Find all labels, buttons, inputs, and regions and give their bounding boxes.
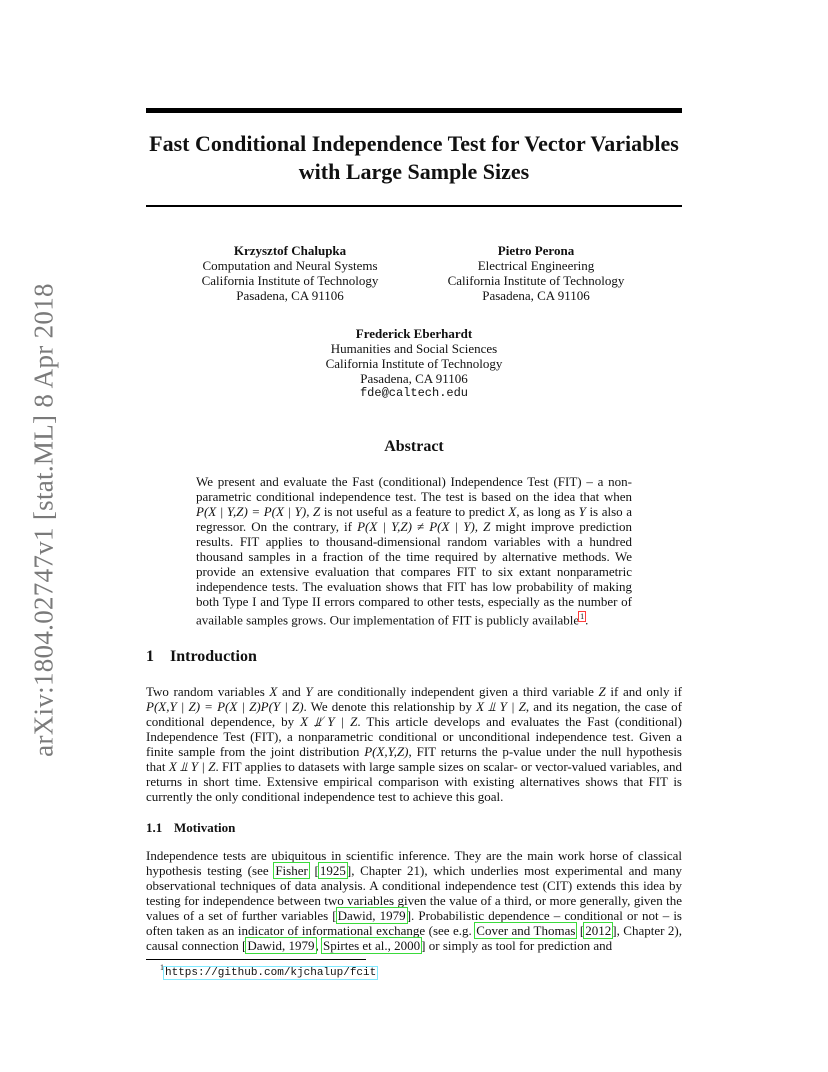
section-heading xyxy=(146,648,257,666)
author-block-3 xyxy=(294,326,534,401)
author-affiliation: Humanities and Social Sciences xyxy=(330,341,498,356)
subsection-number: 1.1 xyxy=(146,820,163,835)
arxiv-identifier: arXiv:1804.02747v1 [stat.ML] 8 Apr 2018 xyxy=(28,283,59,757)
abstract-text-part: We present and evaluate the Fast (conditional) Independence Test (FIT) – a non-parametric conditional independence test. The test is based on the idea that when xyxy=(196,474,632,504)
author-address: Pasadena, CA 91106 xyxy=(482,288,590,303)
footnote-mark: 1 xyxy=(160,963,164,972)
author-name: Krzysztof Chalupka xyxy=(233,243,347,258)
author-email[interactable]: fde@caltech.edu xyxy=(359,386,469,400)
math-expression: X ⫫̸ Y | Z xyxy=(300,714,358,729)
footnote-reference-link[interactable]: 1 xyxy=(580,612,585,621)
citation-link[interactable]: Spirtes et al., 2000 xyxy=(323,938,421,953)
subsection-title: Motivation xyxy=(174,820,236,835)
citation-link[interactable]: Fisher xyxy=(275,863,308,878)
abstract-text xyxy=(196,474,632,627)
author-address: Pasadena, CA 91106 xyxy=(236,288,344,303)
paragraph-text: . FIT applies to datasets with large sample sizes on scalar- or vector-valued variables, and returns in short time. Extensive empirical comparison with existing alternatives shows that FIT is currently the only conditional independence test to achieve this goal. xyxy=(146,759,683,804)
math-expression: P(X,Y | Z) = P(X | Z)P(Y | Z) xyxy=(146,699,304,714)
math-expression: P(X | Y,Z) = P(X | Y), Z xyxy=(196,504,321,519)
author-address: Pasadena, CA 91106 xyxy=(360,371,468,386)
paper-title: Fast Conditional Independence Test for Vector Variables with Large Sample Sizes xyxy=(149,131,679,184)
author-institution: California Institute of Technology xyxy=(201,273,379,288)
author-affiliation: Computation and Neural Systems xyxy=(202,258,378,273)
author-block-1 xyxy=(170,243,410,303)
title-top-rule xyxy=(146,108,682,113)
citation-link[interactable]: Dawid, 1979 xyxy=(247,938,315,953)
math-expression: P(X,Y,Z) xyxy=(364,744,409,759)
abstract-text-part: is also a regressor. On the contrary, if xyxy=(196,504,632,534)
abstract-text-part: , as long as xyxy=(516,504,579,519)
author-name: Frederick Eberhardt xyxy=(355,326,473,341)
math-expression: X xyxy=(508,504,517,519)
footnote xyxy=(160,963,377,979)
citation-link[interactable]: 1925 xyxy=(319,863,346,878)
math-expression: X ⫫ Y | Z xyxy=(476,699,526,714)
abstract-heading: Abstract xyxy=(384,438,444,455)
author-institution: California Institute of Technology xyxy=(325,356,503,371)
paragraph-text: or simply as tool for prediction and xyxy=(425,938,613,953)
section-number: 1 xyxy=(146,648,154,665)
citation-link[interactable]: Dawid, 1979 xyxy=(337,908,406,923)
author-block-2 xyxy=(416,243,656,303)
author-name: Pietro Perona xyxy=(497,243,575,258)
abstract-text-part: is not useful as a feature to predict xyxy=(320,504,509,519)
paragraph-text: if and only if xyxy=(605,684,682,699)
author-affiliation: Electrical Engineering xyxy=(477,258,595,273)
paragraph-text: are conditionally independent given a third variable xyxy=(312,684,599,699)
abstract-text-part: . xyxy=(585,612,589,628)
footnote-url-link[interactable]: https://github.com/kjchalup/fcit xyxy=(165,966,377,979)
paragraph-text: . We denote this relationship by xyxy=(303,699,477,714)
paragraph-text: . Probabilistic dependence – conditional or not – is often taken as an indicator of informational exchange (see e.g. xyxy=(146,908,682,938)
paragraph-text: Independence tests are ubiquitous in scientific inference. They are the main work horse of classical hypothesis testing (see xyxy=(146,848,682,878)
paragraph-text: , Chapter 21), which underlies most experimental and many observational techniques of data analysis. A conditional independence test (CIT) extends this idea by testing for independence between two variables given the value of a third, or more generally, given the values of a set of further variables xyxy=(146,863,682,923)
paragraph-text: Two random variables xyxy=(146,684,270,699)
title-bottom-rule xyxy=(146,205,682,207)
paragraph-text: and xyxy=(277,684,306,699)
paragraph-text: , Chapter 2), causal connection xyxy=(146,923,683,953)
subsection-heading xyxy=(146,820,235,836)
math-expression: X xyxy=(269,684,278,699)
math-expression: Z xyxy=(598,684,606,699)
author-institution: California Institute of Technology xyxy=(447,273,625,288)
math-expression: P(X | Y,Z) ≠ P(X | Y), Z xyxy=(357,519,491,534)
section-title: Introduction xyxy=(170,648,257,665)
paragraph-text: , FIT returns the p-value under the null hypothesis that xyxy=(146,744,682,774)
math-expression: Y xyxy=(305,684,313,699)
citation-link[interactable]: 2012 xyxy=(585,923,612,938)
intro-paragraph xyxy=(146,684,682,804)
paragraph-text: . This article develops and evaluates the Fast (conditional) Independence Test (FIT), a nonparametric conditional or unconditional independence test. Given a finite sample from the joint distribution xyxy=(146,714,683,759)
footnote-divider xyxy=(146,959,366,960)
motivation-paragraph: Independence tests are ubiquitous in scientific inference. They are the main work horse of classical hypothesis testing (see Fisher [1925], Chapter 21), which underlies most experimental and many observational techniques of data analysis. A conditional independence test (CIT) extends this idea by testing for independence between two variables given the value of a third, or more generally, given the values of a set of further variables [Dawid, 1979]. Probabilistic dependence – conditional or not – is often taken as an indicator of informational exchange (see e.g. Cover and Thomas [2012], Chapter 2), causal connection [Dawid, 1979, Spirtes et al., 2000] or simply as tool for prediction and xyxy=(146,848,683,953)
math-expression: Y xyxy=(578,504,586,519)
paragraph-text: , and its negation, the case of conditional dependence, by xyxy=(146,699,682,729)
abstract-text-part: might improve prediction results. FIT applies to thousand-dimensional random variables with a hundred thousand samples in a fraction of the time required by alternative methods. We provide an extensive evaluation that compares FIT to six extant nonparametric independence tests. The evaluation shows that FIT has low probability of making both Type I and Type II errors compared to other tests, especially as the number of available samples grows. Our implementation of FIT is publicly available xyxy=(196,519,633,628)
math-expression: X ⫫ Y | Z xyxy=(168,759,216,774)
citation-link[interactable]: Cover and Thomas xyxy=(476,923,576,938)
